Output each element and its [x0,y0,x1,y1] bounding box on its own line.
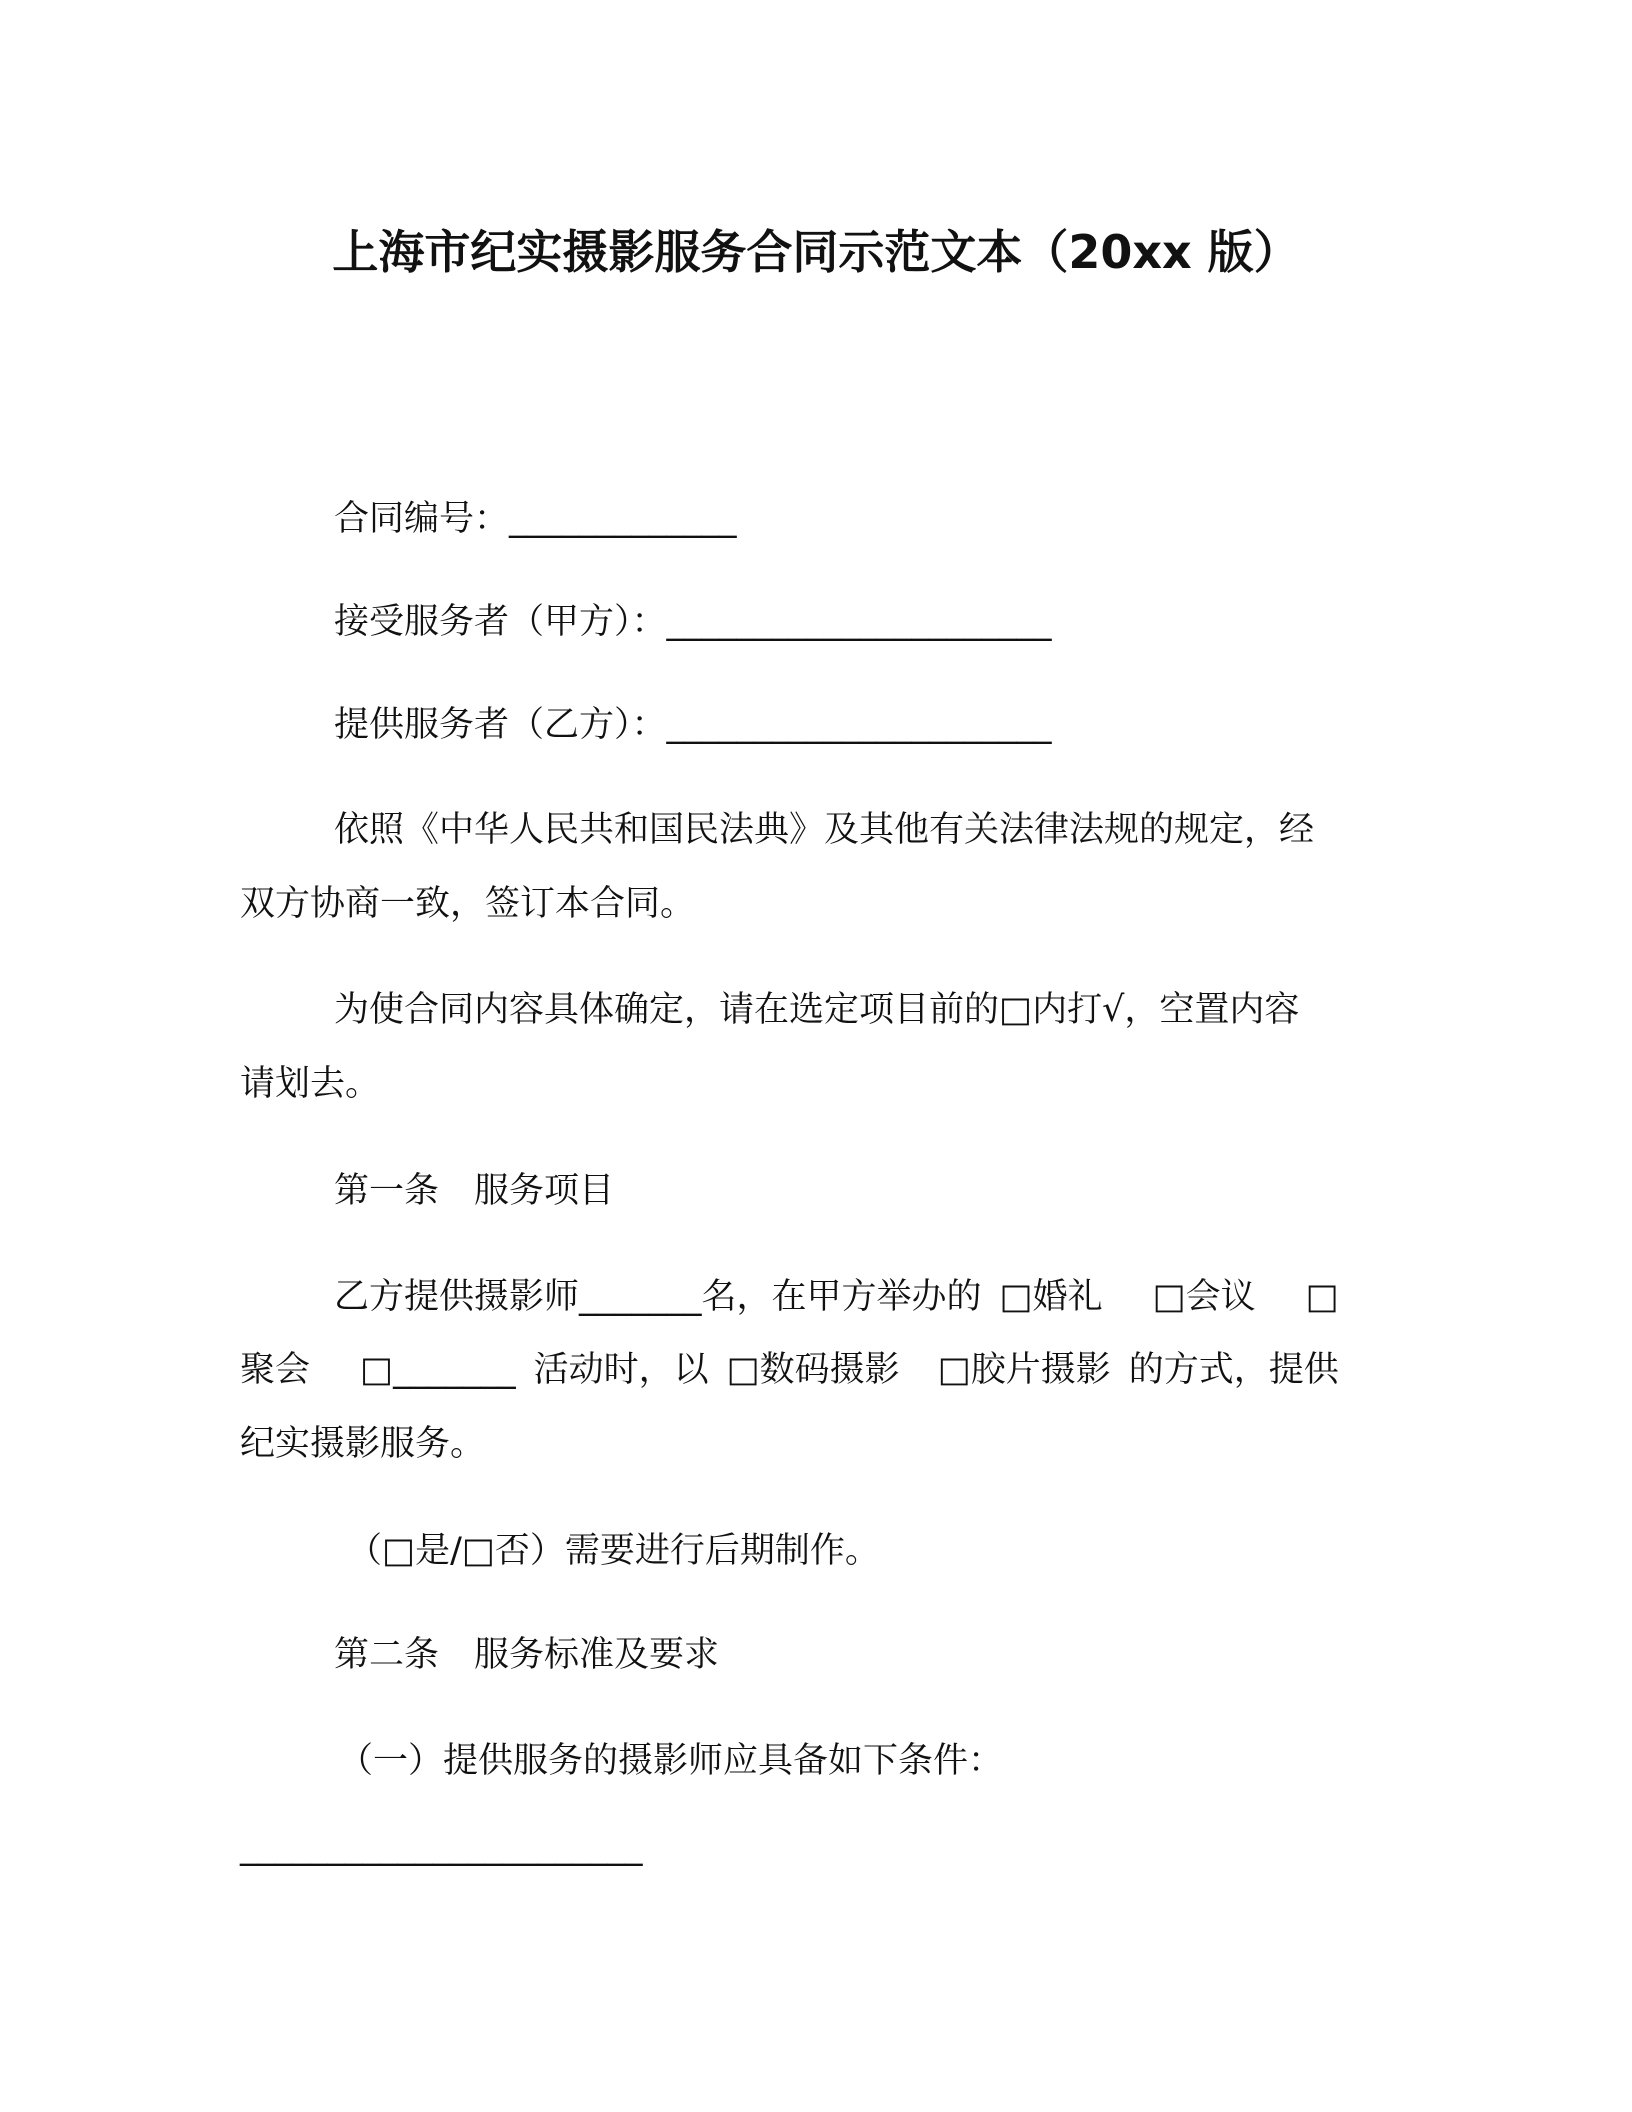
option-party-label: 聚会 [240,1350,311,1390]
option-party-checkbox: □ [1305,1277,1339,1317]
photographer-count-text: 乙方提供摄影师_______名，在甲方举办的 [334,1277,982,1317]
activity-text: 活动时，以 [533,1350,709,1390]
party-b-field: 提供服务者（乙方）：______________________ [334,705,1052,745]
document-title: 上海市纪实摄影服务合同示范文本（20xx 版） [332,225,1300,279]
article-2-heading: 第二条 服务标准及要求 [334,1635,720,1675]
option-wedding: □婚礼 [999,1277,1103,1317]
party-a-field: 接受服务者（甲方）：______________________ [334,602,1052,642]
instruction-paragraph-line-2: 请划去。 [240,1064,381,1104]
article-2-item-1: （一）提供服务的摄影师应具备如下条件： [338,1741,1004,1781]
option-digital-photography: □数码摄影 [726,1350,900,1390]
article-1-heading: 第一条 服务项目 [334,1171,615,1211]
intro-paragraph-line-2: 双方协商一致，签订本合同。 [240,884,696,924]
option-meeting: □会议 [1152,1277,1256,1317]
photographer-conditions-blank: _______________________ [240,1827,643,1867]
post-production-choice: （□是/□否）需要进行后期制作。 [347,1531,880,1571]
article-1-line-2 [240,1346,1339,1394]
option-other: □_______ [360,1350,516,1390]
option-film-photography: □胶片摄影 [937,1350,1111,1390]
article-1-line-3: 纪实摄影服务。 [240,1424,486,1464]
article-1-line-1 [334,1273,1339,1321]
intro-paragraph-line-1: 依照《中华人民共和国民法典》及其他有关法律法规的规定，经 [334,810,1315,850]
contract-number-field: 合同编号：_____________ [334,499,737,539]
instruction-paragraph-line-1: 为使合同内容具体确定，请在选定项目前的□内打√，空置内容 [334,990,1300,1030]
method-text: 的方式，提供 [1128,1350,1339,1390]
